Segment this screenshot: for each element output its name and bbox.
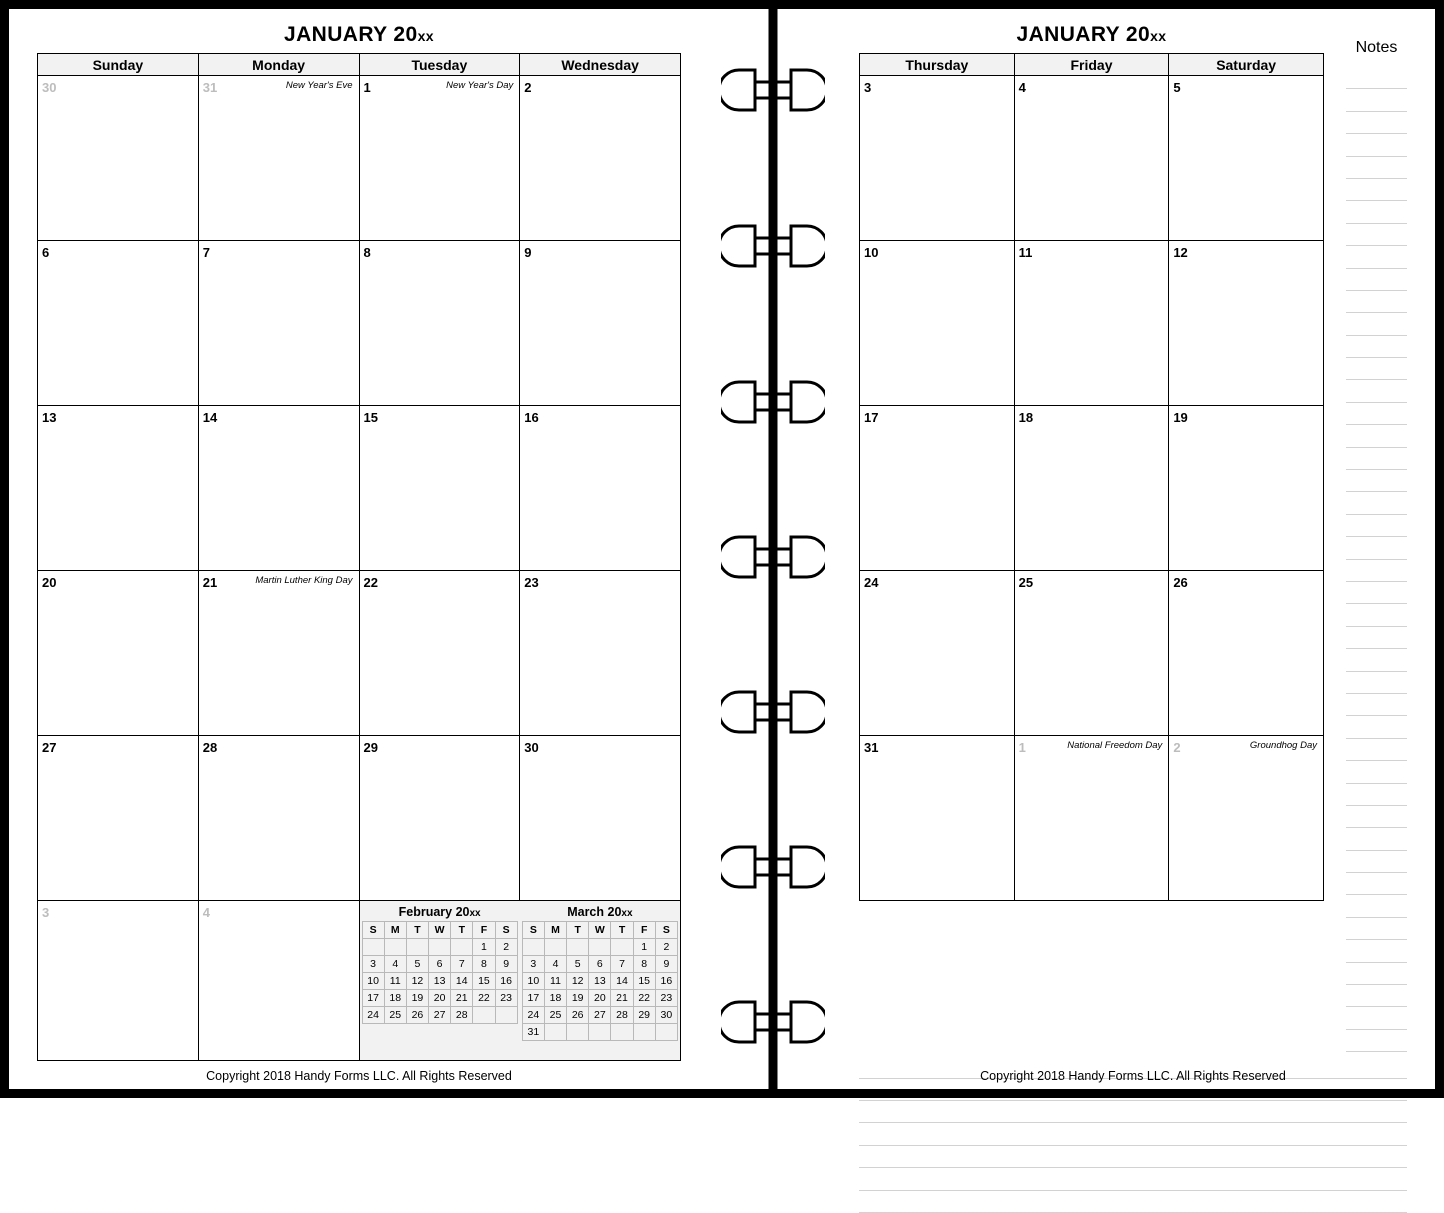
mini-day: 25	[544, 1007, 566, 1024]
note-line[interactable]	[1346, 761, 1407, 783]
mini-week-row	[362, 956, 517, 973]
mini-weekday: S	[362, 922, 384, 939]
note-line[interactable]	[1346, 157, 1407, 179]
day-number: 21	[202, 575, 218, 590]
mini-day: 11	[544, 973, 566, 990]
note-line[interactable]	[1346, 67, 1407, 89]
day-number: 14	[202, 410, 218, 425]
note-line[interactable]	[859, 1168, 1407, 1190]
mini-day: 20	[429, 990, 451, 1007]
day-cell[interactable]	[38, 406, 199, 571]
day-cell[interactable]	[520, 241, 681, 406]
mini-day: 24	[362, 1007, 384, 1024]
notes-panel	[1324, 21, 1407, 1052]
mini-day	[429, 939, 451, 956]
day-cell[interactable]	[1014, 76, 1169, 241]
calendar-week-row	[860, 571, 1324, 736]
calendar-week-row	[38, 736, 681, 901]
day-cell[interactable]	[520, 406, 681, 571]
day-holiday: National Freedom Day	[1067, 740, 1163, 751]
mini-month-march	[520, 901, 680, 1060]
note-line[interactable]	[1346, 582, 1407, 604]
day-cell[interactable]	[198, 76, 359, 241]
mini-day: 7	[611, 956, 633, 973]
left-month-title-suffix: xx	[417, 28, 434, 44]
left-calendar-grid	[37, 53, 681, 1061]
mini-weekday: F	[473, 922, 495, 939]
mini-day	[611, 1024, 633, 1041]
mini-weekday: T	[567, 922, 589, 939]
day-cell[interactable]	[1169, 736, 1324, 901]
note-line[interactable]	[1346, 604, 1407, 626]
day-number: 16	[524, 410, 539, 425]
mini-day	[544, 939, 566, 956]
note-line[interactable]	[1346, 112, 1407, 134]
mini-day: 30	[655, 1007, 677, 1024]
day-number: 2	[524, 80, 532, 95]
binder-ring	[721, 844, 825, 890]
mini-day: 3	[362, 956, 384, 973]
day-number: 18	[1018, 410, 1034, 425]
mini-weekday: T	[406, 922, 428, 939]
mini-day: 6	[589, 956, 611, 973]
left-weekday-header-row	[38, 54, 681, 76]
calendar-week-row	[38, 406, 681, 571]
mini-day: 6	[429, 956, 451, 973]
weekday-header-monday: Monday	[198, 54, 359, 76]
mini-day: 24	[522, 1007, 544, 1024]
mini-day: 13	[589, 973, 611, 990]
note-line[interactable]	[859, 1191, 1407, 1213]
note-line[interactable]	[1346, 963, 1407, 985]
calendar-week-row	[38, 241, 681, 406]
mini-day: 23	[495, 990, 517, 1007]
mini-month-february	[360, 901, 520, 1060]
day-number: 1	[1018, 740, 1026, 755]
day-holiday: New Year's Eve	[285, 80, 353, 91]
day-number: 17	[864, 410, 879, 425]
note-line[interactable]	[1346, 470, 1407, 492]
day-cell[interactable]	[38, 571, 199, 736]
mini-day: 1	[633, 939, 655, 956]
day-number: 7	[202, 245, 210, 260]
right-copyright: Copyright 2018 Handy Forms LLC. All Rights Reserved	[980, 1069, 1286, 1083]
mini-day: 10	[522, 973, 544, 990]
day-cell[interactable]	[359, 76, 520, 241]
mini-weekday: W	[429, 922, 451, 939]
note-line[interactable]	[1346, 291, 1407, 313]
day-number: 20	[42, 575, 57, 590]
mini-day	[522, 939, 544, 956]
mini-day: 2	[655, 939, 677, 956]
mini-day: 17	[362, 990, 384, 1007]
weekday-header-thursday: Thursday	[860, 54, 1015, 76]
right-weekday-header-row	[860, 54, 1324, 76]
note-line[interactable]	[1346, 380, 1407, 402]
day-number: 3	[864, 80, 872, 95]
note-line[interactable]	[1346, 269, 1407, 291]
mini-weekday: F	[633, 922, 655, 939]
mini-weekday: S	[655, 922, 677, 939]
note-line[interactable]	[1346, 336, 1407, 358]
note-line[interactable]	[1346, 918, 1407, 940]
mini-day	[473, 1007, 495, 1024]
note-line[interactable]	[1346, 1007, 1407, 1029]
mini-day: 7	[451, 956, 473, 973]
note-line[interactable]	[1346, 873, 1407, 895]
mini-day: 14	[451, 973, 473, 990]
calendar-week-row	[38, 76, 681, 241]
note-line[interactable]	[1346, 224, 1407, 246]
mini-day: 5	[406, 956, 428, 973]
mini-month-title	[522, 905, 678, 919]
mini-weekday: M	[384, 922, 406, 939]
mini-months-cell	[359, 901, 681, 1061]
left-month-title-text: JANUARY 20	[284, 23, 418, 46]
mini-day: 12	[406, 973, 428, 990]
day-holiday: Groundhog Day	[1249, 740, 1317, 751]
note-line[interactable]	[1346, 895, 1407, 917]
mini-day: 3	[522, 956, 544, 973]
binder-ring	[721, 67, 825, 113]
binder-ring	[721, 223, 825, 269]
mini-day: 26	[567, 1007, 589, 1024]
note-line[interactable]	[1346, 313, 1407, 335]
mini-week-row	[362, 990, 517, 1007]
mini-calendar-march	[522, 921, 678, 1041]
mini-day	[567, 1024, 589, 1041]
calendar-week-row	[860, 736, 1324, 901]
mini-day: 4	[384, 956, 406, 973]
mini-week-row	[522, 990, 677, 1007]
day-cell[interactable]	[198, 571, 359, 736]
day-number: 6	[42, 245, 50, 260]
weekday-header-friday: Friday	[1014, 54, 1169, 76]
weekday-header-saturday: Saturday	[1169, 54, 1324, 76]
mini-day: 22	[633, 990, 655, 1007]
mini-week-row	[522, 973, 677, 990]
note-line[interactable]	[859, 1146, 1407, 1168]
day-number: 12	[1173, 245, 1188, 260]
day-number: 3	[42, 905, 50, 920]
binder-ring	[721, 689, 825, 735]
day-cell[interactable]	[198, 736, 359, 901]
note-line[interactable]	[1346, 672, 1407, 694]
day-cell[interactable]	[1169, 406, 1324, 571]
note-line[interactable]	[1346, 425, 1407, 447]
mini-day	[589, 1024, 611, 1041]
day-cell[interactable]	[38, 736, 199, 901]
mini-day: 22	[473, 990, 495, 1007]
note-line[interactable]	[1346, 716, 1407, 738]
mini-day	[655, 1024, 677, 1041]
day-cell[interactable]	[1014, 406, 1169, 571]
mini-day: 10	[362, 973, 384, 990]
day-number: 5	[1173, 80, 1181, 95]
mini-week-row	[362, 939, 517, 956]
mini-weekday: S	[522, 922, 544, 939]
day-number: 28	[202, 740, 218, 755]
note-line[interactable]	[1346, 179, 1407, 201]
day-cell[interactable]	[860, 736, 1015, 901]
mini-day: 13	[429, 973, 451, 990]
left-page	[9, 9, 709, 1089]
mini-week-row	[522, 1007, 677, 1024]
day-number: 27	[42, 740, 57, 755]
day-number: 1	[363, 80, 371, 95]
day-number: 13	[42, 410, 57, 425]
day-cell[interactable]	[1169, 571, 1324, 736]
day-cell[interactable]	[860, 241, 1015, 406]
calendar-week-row	[860, 76, 1324, 241]
mini-month-title-text: February 20	[398, 905, 470, 919]
day-number: 30	[42, 80, 57, 95]
day-number: 22	[363, 575, 378, 590]
day-cell[interactable]	[860, 76, 1015, 241]
mini-day: 2	[495, 939, 517, 956]
weekday-header-tuesday: Tuesday	[359, 54, 520, 76]
day-cell[interactable]	[1014, 241, 1169, 406]
mini-month-title-text: March 20	[567, 905, 622, 919]
mini-day: 18	[544, 990, 566, 1007]
day-cell[interactable]	[198, 406, 359, 571]
day-number: 26	[1173, 575, 1188, 590]
day-cell[interactable]	[860, 571, 1015, 736]
mini-day: 27	[429, 1007, 451, 1024]
day-cell[interactable]	[359, 736, 520, 901]
note-line[interactable]	[1346, 985, 1407, 1007]
mini-day: 28	[611, 1007, 633, 1024]
note-line[interactable]	[1346, 358, 1407, 380]
day-number: 31	[864, 740, 879, 755]
day-number: 2	[1173, 740, 1181, 755]
mini-day: 8	[633, 956, 655, 973]
mini-day: 9	[495, 956, 517, 973]
mini-day: 14	[611, 973, 633, 990]
mini-day: 25	[384, 1007, 406, 1024]
mini-day	[384, 939, 406, 956]
mini-day: 27	[589, 1007, 611, 1024]
left-copyright: Copyright 2018 Handy Forms LLC. All Rights Reserved	[206, 1069, 512, 1083]
calendar-week-row	[38, 571, 681, 736]
mini-day: 18	[384, 990, 406, 1007]
calendar-week-row	[860, 241, 1324, 406]
mini-day	[406, 939, 428, 956]
day-cell[interactable]	[198, 901, 359, 1061]
day-number: 31	[202, 80, 218, 95]
mini-day: 26	[406, 1007, 428, 1024]
left-month-title	[37, 23, 681, 47]
mini-day: 31	[522, 1024, 544, 1041]
note-line[interactable]	[1346, 515, 1407, 537]
mini-day: 12	[567, 973, 589, 990]
mini-day	[567, 939, 589, 956]
day-cell[interactable]	[520, 736, 681, 901]
note-line[interactable]	[1346, 940, 1407, 962]
day-cell[interactable]	[38, 76, 199, 241]
mini-day	[362, 939, 384, 956]
day-number: 15	[363, 410, 378, 425]
day-cell[interactable]	[520, 571, 681, 736]
right-month-title-text: JANUARY 20	[1016, 23, 1151, 46]
mini-day: 1	[473, 939, 495, 956]
mini-weekday: M	[544, 922, 566, 939]
day-number: 29	[363, 740, 378, 755]
day-number: 30	[524, 740, 539, 755]
mini-day	[451, 939, 473, 956]
weekday-header-wednesday: Wednesday	[520, 54, 681, 76]
mini-day	[544, 1024, 566, 1041]
binder-ring	[721, 379, 825, 425]
mini-day	[495, 1007, 517, 1024]
day-cell[interactable]	[359, 571, 520, 736]
day-cell[interactable]	[38, 241, 199, 406]
day-number: 4	[202, 905, 210, 920]
mini-week-row	[362, 973, 517, 990]
day-number: 24	[864, 575, 879, 590]
notes-title: Notes	[1355, 39, 1398, 56]
mini-weekday: S	[495, 922, 517, 939]
mini-month-title-suffix: xx	[621, 908, 633, 919]
note-line[interactable]	[1346, 1030, 1407, 1052]
mini-week-row	[522, 1024, 677, 1041]
mini-weekday-row	[522, 922, 677, 939]
day-number: 19	[1173, 410, 1188, 425]
mini-day: 8	[473, 956, 495, 973]
mini-month-title	[362, 905, 518, 919]
mini-day: 17	[522, 990, 544, 1007]
mini-calendar-february	[362, 921, 518, 1024]
mini-weekday-row	[362, 922, 517, 939]
mini-day: 16	[655, 973, 677, 990]
day-number: 23	[524, 575, 539, 590]
day-cell[interactable]	[38, 901, 199, 1061]
binder-ring	[721, 999, 825, 1045]
note-line[interactable]	[1346, 537, 1407, 559]
mini-day: 19	[567, 990, 589, 1007]
note-line[interactable]	[1346, 89, 1407, 111]
day-number: 11	[1018, 245, 1033, 260]
day-number: 8	[363, 245, 371, 260]
mini-day	[611, 939, 633, 956]
mini-day: 20	[589, 990, 611, 1007]
mini-weekday: T	[611, 922, 633, 939]
note-line[interactable]	[1346, 246, 1407, 268]
note-line[interactable]	[1346, 739, 1407, 761]
note-line[interactable]	[1346, 627, 1407, 649]
mini-week-row	[362, 1007, 517, 1024]
day-number: 10	[864, 245, 879, 260]
day-cell[interactable]	[860, 406, 1015, 571]
calendar-week-row	[38, 901, 681, 1061]
note-line[interactable]	[1346, 851, 1407, 873]
day-number: 25	[1018, 575, 1034, 590]
note-line[interactable]	[1346, 403, 1407, 425]
mini-day: 21	[611, 990, 633, 1007]
day-cell[interactable]	[520, 76, 681, 241]
note-line[interactable]	[859, 1101, 1407, 1123]
binder-ring	[721, 534, 825, 580]
day-cell[interactable]	[198, 241, 359, 406]
note-line[interactable]	[1346, 134, 1407, 156]
calendar-week-row	[860, 406, 1324, 571]
note-line[interactable]	[1346, 560, 1407, 582]
mini-day: 4	[544, 956, 566, 973]
weekday-header-sunday: Sunday	[38, 54, 199, 76]
mini-day: 28	[451, 1007, 473, 1024]
mini-day: 11	[384, 973, 406, 990]
mini-month-title-suffix: xx	[469, 908, 481, 919]
right-calendar-grid	[859, 53, 1324, 901]
notes-lines[interactable]	[1346, 67, 1407, 1052]
mini-day: 29	[633, 1007, 655, 1024]
day-cell[interactable]	[1014, 571, 1169, 736]
note-line[interactable]	[1346, 828, 1407, 850]
day-cell[interactable]	[359, 241, 520, 406]
day-cell[interactable]	[1169, 241, 1324, 406]
note-line[interactable]	[1346, 492, 1407, 514]
note-line[interactable]	[1346, 784, 1407, 806]
note-line[interactable]	[1346, 649, 1407, 671]
binder-spine	[709, 9, 837, 1089]
right-calendar-column	[859, 21, 1324, 1052]
mini-weekday: W	[589, 922, 611, 939]
mini-weekday: T	[451, 922, 473, 939]
mini-day: 9	[655, 956, 677, 973]
mini-day	[633, 1024, 655, 1041]
mini-day: 21	[451, 990, 473, 1007]
mini-day	[589, 939, 611, 956]
right-month-title-suffix: xx	[1150, 28, 1167, 44]
right-month-title	[859, 23, 1324, 47]
mini-day: 15	[633, 973, 655, 990]
mini-day: 16	[495, 973, 517, 990]
note-line[interactable]	[1346, 448, 1407, 470]
day-cell[interactable]	[359, 406, 520, 571]
note-line[interactable]	[1346, 806, 1407, 828]
mini-day: 23	[655, 990, 677, 1007]
mini-day: 19	[406, 990, 428, 1007]
day-cell[interactable]	[1014, 736, 1169, 901]
mini-week-row	[522, 956, 677, 973]
mini-week-row	[522, 939, 677, 956]
mini-day: 5	[567, 956, 589, 973]
day-number: 4	[1018, 80, 1026, 95]
note-line[interactable]	[859, 1123, 1407, 1145]
right-page	[837, 9, 1435, 1089]
day-holiday: Martin Luther King Day	[255, 575, 353, 586]
day-holiday: New Year's Day	[446, 80, 514, 91]
mini-day: 15	[473, 973, 495, 990]
note-line[interactable]	[1346, 694, 1407, 716]
note-line[interactable]	[1346, 201, 1407, 223]
day-number: 9	[524, 245, 532, 260]
day-cell[interactable]	[1169, 76, 1324, 241]
